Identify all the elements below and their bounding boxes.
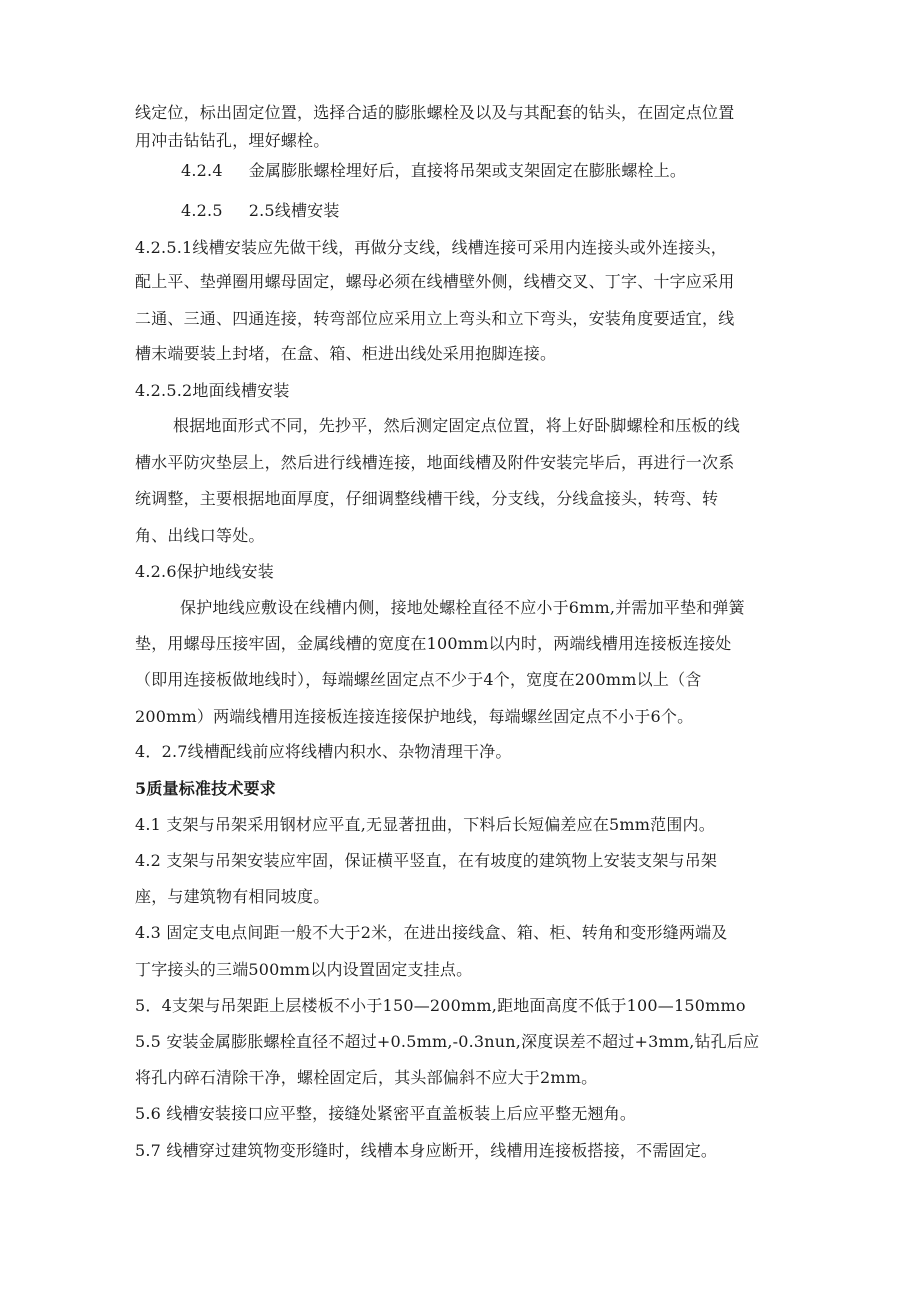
- line-text: 2.5线槽安装: [248, 201, 340, 220]
- line-text: 槽水平防灾垫层上，然后进行线槽连接，地面线槽及附件安装完毕后，再进行一次系: [135, 453, 735, 472]
- paragraph-line: [135, 1141, 717, 1161]
- line-text: 4.2.6保护地线安装: [135, 562, 274, 581]
- line-text: 5.5 安装金属膨胀螺栓直径不超过+0.5mm,-0.3nun,深度误差不超过+3mm,钻孔后应: [135, 1032, 760, 1051]
- line-text: 角、出线口等处。: [135, 526, 265, 545]
- paragraph-line: [135, 851, 717, 871]
- paragraph-line: [135, 489, 718, 509]
- paragraph-line: [135, 238, 727, 258]
- paragraph-line: [135, 996, 746, 1016]
- line-text: 200mm）两端线槽用连接板连接连接保护地线，每端螺丝固定点不小于6个。: [135, 707, 694, 726]
- clause-heading: [135, 381, 290, 401]
- line-text: 5．4支架与吊架距上层楼板不小于150—200mm,距地面高度不低于100—150mmo: [135, 996, 746, 1015]
- paragraph-line: [135, 923, 728, 943]
- paragraph-line: [135, 887, 329, 907]
- paragraph-line: [135, 1032, 759, 1052]
- line-text: 座，与建筑物有相同坡度。: [135, 887, 330, 906]
- paragraph-line: [135, 742, 512, 762]
- paragraph-line: [173, 416, 740, 436]
- line-text: 统调整，主要根据地面厚度，仔细调整线槽干线，分支线，分线盒接头，转弯、转: [135, 489, 719, 508]
- clause-heading: [181, 201, 340, 221]
- paragraph-line: [180, 598, 745, 618]
- line-text: （即用连接板做地线时），每端螺丝固定点不少于4个，宽度在200mm以上（含: [135, 670, 702, 689]
- line-text: 二通、三通、四通连接，转弯部位应采用立上弯头和立下弯头，安装角度要适宜，线: [135, 309, 735, 328]
- line-text: 4.2.5.1线槽安装应先做干线，再做分支线，线槽连接可采用内连接头或外连接头，: [135, 238, 727, 257]
- line-text: 配上平、垫弹圈用螺母固定，螺母必须在线槽壁外侧，线槽交叉、丁字、十字应采用: [135, 272, 735, 291]
- line-text: 丁字接头的三端500mm以内设置固定支挂点。: [135, 960, 473, 979]
- line-text: 4.2 支架与吊架安装应牢固，保证横平竖直，在有坡度的建筑物上安装支架与吊架: [135, 851, 718, 870]
- line-text: 5.7 线槽穿过建筑物变形缝时，线槽本身应断开，线槽用连接板搭接，不需固定。: [135, 1141, 718, 1160]
- line-text: 根据地面形式不同，先抄平，然后测定固定点位置，将上好卧脚螺栓和压板的线: [173, 416, 741, 435]
- clause-number: 4.2.5: [181, 201, 223, 220]
- paragraph-line: [135, 815, 715, 835]
- paragraph-line: [135, 1104, 636, 1124]
- line-text: 4.1 支架与吊架采用钢材应平直,无显著扭曲，下料后长短偏差应在5mm范围内。: [135, 815, 715, 834]
- clause-heading: [181, 161, 686, 181]
- paragraph-line: [135, 707, 693, 727]
- paragraph-line: [135, 344, 556, 364]
- paragraph-line: [135, 526, 265, 546]
- line-text: 4．2.7线槽配线前应将线槽内积水、杂物清理干净。: [135, 742, 512, 761]
- paragraph-line: [135, 272, 734, 292]
- line-text: 5.6 线槽安装接口应平整，接缝处紧密平直盖板装上后应平整无翘角。: [135, 1104, 637, 1123]
- section-heading: [135, 779, 276, 799]
- paragraph-line: [135, 960, 472, 980]
- line-text: 金属膨胀螺栓埋好后，直接将吊架或支架固定在膨胀螺栓上。: [248, 161, 687, 180]
- line-text: 垫，用螺母压接牢固，金属线槽的宽度在100mm以内时，两端线槽用连接板连接处: [135, 634, 732, 653]
- paragraph-line: [135, 309, 734, 329]
- clause-heading: [135, 562, 274, 582]
- paragraph-line: [135, 131, 329, 151]
- line-text: 将孔内碎石清除干净，螺栓固定后，其头部偏斜不应大于2mm。: [135, 1068, 598, 1087]
- paragraph-line: [135, 670, 701, 690]
- clause-number: 4.2.4: [181, 161, 223, 180]
- line-text: 4.2.5.2地面线槽安装: [135, 381, 290, 400]
- line-text: 槽末端要装上封堵，在盒、箱、柜进出线处采用抱脚连接。: [135, 344, 557, 363]
- line-text: 保护地线应敷设在线槽内侧，接地处螺栓直径不应小于6mm,并需加平垫和弹簧: [180, 598, 745, 617]
- paragraph-line: [135, 634, 731, 654]
- line-text: 线定位，标出固定位置，选择合适的膨胀螺栓及以及与其配套的钻头，在固定点位置: [135, 103, 735, 122]
- paragraph-line: [135, 1068, 597, 1088]
- paragraph-line: [135, 453, 734, 473]
- line-text: 用冲击钻钻孔，埋好螺栓。: [135, 131, 330, 150]
- line-text: 4.3 固定支电点间距一般不大于2米，在进出接线盒、箱、柜、转角和变形缝两端及: [135, 923, 728, 942]
- paragraph-line: [135, 103, 734, 123]
- section-title: 5质量标准技术要求: [135, 779, 276, 798]
